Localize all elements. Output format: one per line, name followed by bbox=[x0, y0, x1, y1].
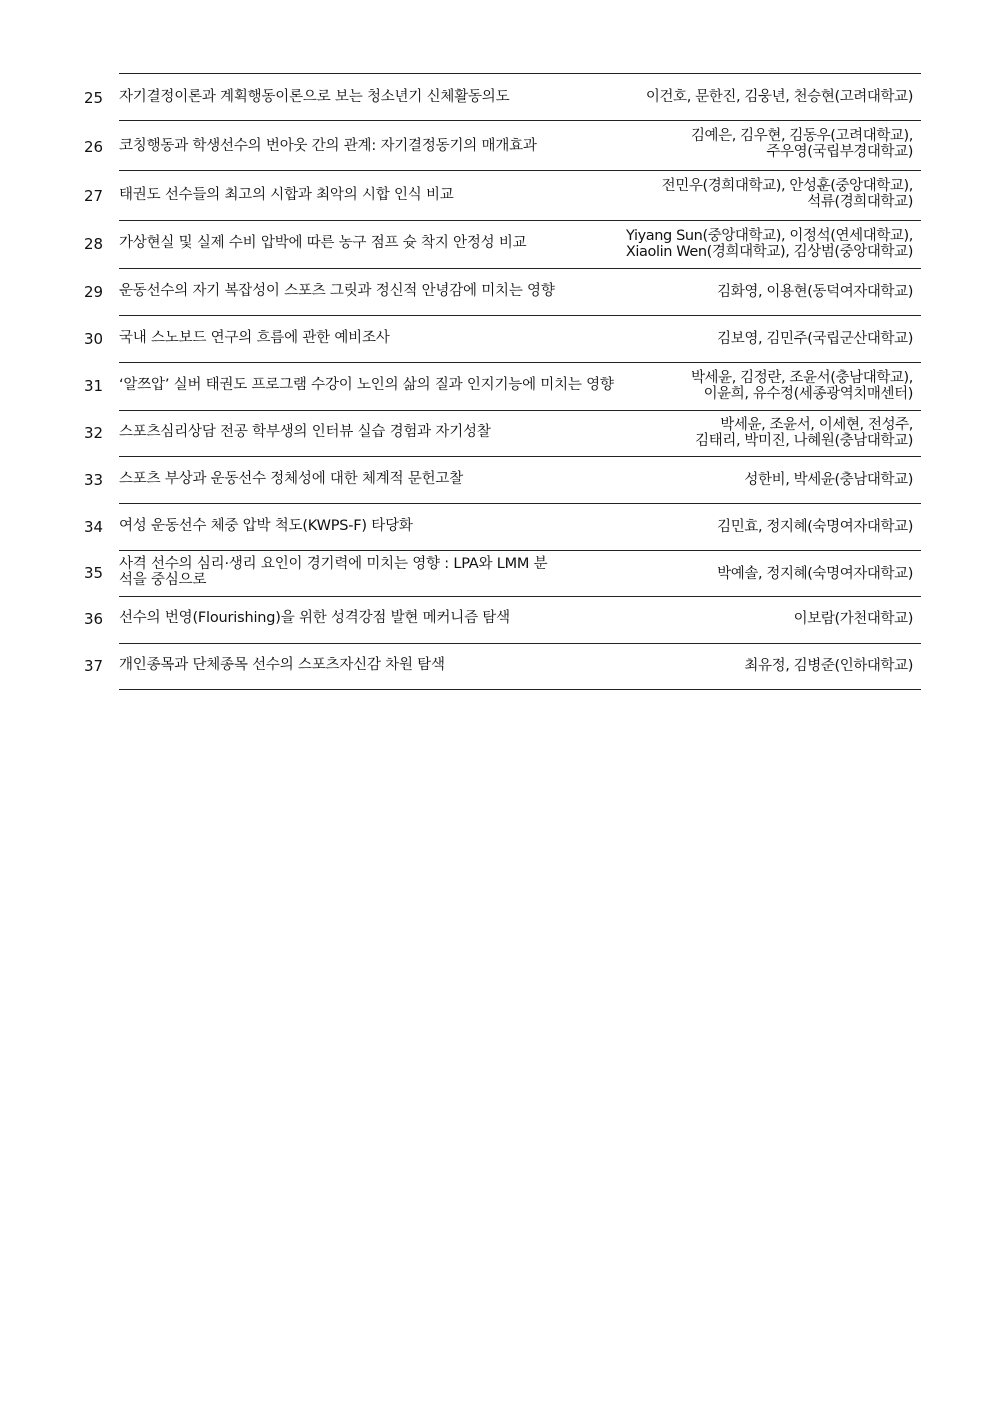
author-line: 박세윤, 조윤서, 이세현, 전성주, bbox=[720, 417, 913, 433]
row-number: 35 bbox=[84, 564, 104, 582]
row-number: 34 bbox=[84, 518, 104, 536]
author-line: 주우영(국립부경대학교) bbox=[766, 144, 913, 160]
author-line: 김민효, 정지혜(숙명여자대학교) bbox=[717, 519, 913, 535]
row-title: 태권도 선수들의 최고의 시합과 최악의 시합 인식 비교 bbox=[119, 187, 454, 203]
row-number: 26 bbox=[84, 138, 104, 156]
row-authors bbox=[593, 658, 913, 674]
row-title: 국내 스노보드 연구의 흐름에 관한 예비조사 bbox=[119, 330, 390, 346]
table-row bbox=[0, 550, 992, 596]
table-row bbox=[0, 268, 992, 315]
author-line: 김태리, 박미진, 나혜원(충남대학교) bbox=[695, 433, 913, 449]
author-line: 김보영, 김민주(국립군산대학교) bbox=[717, 331, 913, 347]
table-row bbox=[0, 73, 992, 120]
row-title: 개인종목과 단체종목 선수의 스포츠자신감 차원 탐색 bbox=[119, 657, 445, 673]
row-title: 가상현실 및 실제 수비 압박에 따른 농구 점프 슛 착지 안정성 비교 bbox=[119, 235, 527, 251]
author-line: 석류(경희대학교) bbox=[807, 194, 913, 210]
author-line: 이건호, 문한진, 김웅년, 천승현(고려대학교) bbox=[645, 89, 913, 105]
author-line: 김화영, 이용현(동덕여자대학교) bbox=[717, 284, 913, 300]
author-line: Xiaolin Wen(경희대학교), 김상범(중앙대학교) bbox=[625, 244, 913, 260]
row-number: 37 bbox=[84, 657, 104, 675]
row-authors bbox=[593, 331, 913, 347]
author-line: 이윤희, 유수정(세종광역치매센터) bbox=[703, 386, 913, 402]
author-line: 최유정, 김병준(인하대학교) bbox=[744, 658, 913, 674]
row-title: 코칭행동과 학생선수의 번아웃 간의 관계: 자기결정동기의 매개효과 bbox=[119, 138, 537, 154]
row-title: 여성 운동선수 체중 압박 척도(KWPS-F) 타당화 bbox=[119, 518, 413, 534]
row-number: 31 bbox=[84, 377, 104, 395]
table-row bbox=[0, 220, 992, 268]
row-number: 29 bbox=[84, 283, 104, 301]
table-row bbox=[0, 503, 992, 550]
table-row bbox=[0, 410, 992, 456]
author-line: 김예은, 김우현, 김동우(고려대학교), bbox=[690, 128, 913, 144]
table-row bbox=[0, 596, 992, 643]
row-authors bbox=[593, 519, 913, 535]
row-authors bbox=[593, 89, 913, 105]
row-number: 36 bbox=[84, 610, 104, 628]
row-authors bbox=[593, 178, 913, 210]
row-number: 28 bbox=[84, 235, 104, 253]
row-title: 자기결정이론과 계획행동이론으로 보는 청소년기 신체활동의도 bbox=[119, 89, 510, 105]
table-row bbox=[0, 120, 992, 170]
row-authors bbox=[593, 284, 913, 300]
row-title: ‘알쯔압’ 실버 태권도 프로그램 수강이 노인의 삶의 질과 인지기능에 미치는 영향 bbox=[119, 377, 614, 393]
row-number: 25 bbox=[84, 89, 104, 107]
row-title: 사격 선수의 심리·생리 요인이 경기력에 미치는 영향 : LPA와 LMM 분석을 중심으로 bbox=[119, 556, 548, 588]
row-rule bbox=[119, 689, 921, 690]
table-row bbox=[0, 643, 992, 689]
row-number: 33 bbox=[84, 471, 104, 489]
row-number: 32 bbox=[84, 424, 104, 442]
table-row bbox=[0, 315, 992, 362]
author-line: 박세윤, 김정란, 조윤서(충남대학교), bbox=[690, 370, 913, 386]
row-authors bbox=[593, 370, 913, 402]
author-line: 성한비, 박세윤(충남대학교) bbox=[744, 472, 913, 488]
author-line: Yiyang Sun(중앙대학교), 이정석(연세대학교), bbox=[626, 228, 913, 244]
table-row bbox=[0, 170, 992, 220]
row-number: 27 bbox=[84, 187, 104, 205]
row-authors bbox=[593, 228, 913, 260]
row-number: 30 bbox=[84, 330, 104, 348]
author-line: 이보람(가천대학교) bbox=[793, 611, 913, 627]
row-title: 스포츠심리상담 전공 학부생의 인터뷰 실습 경험과 자기성찰 bbox=[119, 424, 491, 440]
row-title: 선수의 번영(Flourishing)을 위한 성격강점 발현 메커니즘 탐색 bbox=[119, 610, 510, 626]
table-row bbox=[0, 362, 992, 410]
author-line: 박예솔, 정지혜(숙명여자대학교) bbox=[717, 566, 913, 582]
row-authors bbox=[593, 417, 913, 449]
table-row bbox=[0, 456, 992, 503]
row-authors bbox=[593, 128, 913, 160]
row-authors bbox=[593, 472, 913, 488]
row-authors bbox=[593, 566, 913, 582]
row-authors bbox=[593, 611, 913, 627]
row-title: 운동선수의 자기 복잡성이 스포츠 그릿과 정신적 안녕감에 미치는 영향 bbox=[119, 283, 555, 299]
row-title: 스포츠 부상과 운동선수 정체성에 대한 체계적 문헌고찰 bbox=[119, 471, 464, 487]
author-line: 전민우(경희대학교), 안성훈(중앙대학교), bbox=[661, 178, 913, 194]
